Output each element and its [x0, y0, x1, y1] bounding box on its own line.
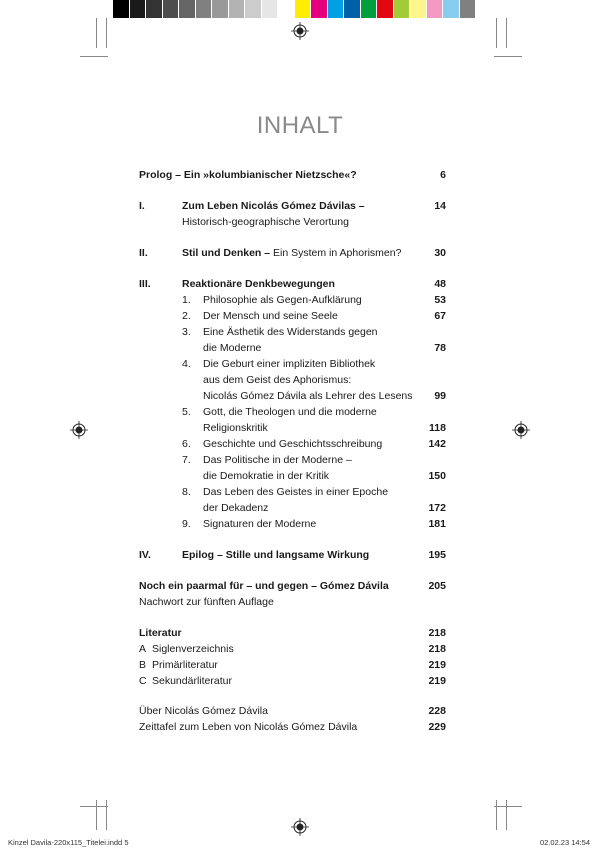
toc-entry-number: 7. [182, 454, 191, 466]
toc-entry-number: II. [139, 247, 148, 259]
toc-entry-title [182, 198, 365, 214]
toc-entry-page: 53 [434, 294, 446, 306]
toc-entry [139, 308, 446, 324]
color-swatch [311, 0, 328, 18]
toc-entry-number: C [139, 675, 147, 687]
toc-entry-title [203, 404, 377, 420]
toc-entry-title-bold: Reaktionäre Denkbewegungen [182, 278, 335, 290]
toc-entry-title-regular: Über Nicolás Gómez Dávila [139, 705, 268, 717]
toc-entry-page: 195 [428, 549, 446, 561]
toc-entry-title-bold: Prolog – Ein »kolumbianischer Nietzsche«? [139, 169, 357, 181]
toc-entry-page: 172 [428, 502, 446, 514]
toc-entry-title-regular: die Moderne [203, 342, 262, 354]
crop-mark [106, 800, 107, 830]
toc-entry-page: 142 [428, 438, 446, 450]
crop-mark [106, 18, 107, 48]
color-swatch [460, 0, 477, 18]
toc-entry-page: 99 [434, 390, 446, 402]
toc-entry-page: 48 [434, 278, 446, 290]
crop-mark [506, 800, 507, 830]
toc-entry-title-regular: Die Geburt einer impliziten Bibliothek [203, 358, 376, 370]
toc-entry-title-regular: Sekundärliteratur [152, 675, 232, 687]
color-swatch [344, 0, 361, 18]
toc-entry-title-regular: der Dekadenz [203, 502, 269, 514]
color-swatch [427, 0, 444, 18]
toc-entry-title [203, 340, 261, 356]
toc-entry [139, 214, 446, 230]
toc-entry-page: 218 [428, 643, 446, 655]
toc-entry-number: A [139, 643, 147, 655]
toc-entry-page: 67 [434, 310, 446, 322]
toc-entry-page: 205 [428, 580, 446, 592]
crop-mark [494, 56, 522, 57]
toc-entry-title-regular: aus dem Geist des Aphorismus: [203, 374, 352, 386]
toc-entry-page: 30 [434, 247, 446, 259]
color-swatch [394, 0, 411, 18]
toc-entry-title [139, 594, 274, 610]
color-swatch [212, 0, 229, 18]
toc-entry-number: 8. [182, 486, 191, 498]
toc-entry-number: 5. [182, 406, 191, 418]
toc-entry-number: III. [139, 278, 151, 290]
toc-entry [139, 500, 446, 516]
toc-entry-title-regular: Ein System in Aphorismen? [270, 247, 402, 259]
crop-mark [496, 18, 497, 48]
toc-entry-title [139, 703, 268, 719]
toc-entry-number: IV. [139, 549, 151, 561]
toc-entry-title-regular: Das Politische in der Moderne – [203, 454, 352, 466]
crop-mark [80, 806, 108, 807]
toc-entry [139, 245, 446, 261]
toc-entry [139, 468, 446, 484]
toc-entry-page: 118 [429, 422, 446, 434]
toc-entry-number: I. [139, 200, 145, 212]
toc-entry-page: 228 [428, 705, 446, 717]
color-swatch [443, 0, 460, 18]
toc-entry-title [203, 356, 375, 372]
color-swatch [245, 0, 262, 18]
crop-mark [506, 18, 507, 48]
toc-entry [139, 578, 446, 594]
toc-entry-page: 219 [428, 659, 446, 671]
toc-entry [139, 641, 446, 657]
toc-entry-title-regular: Gott, die Theologen und die moderne [203, 406, 377, 418]
color-swatch [328, 0, 345, 18]
color-swatch [295, 0, 312, 18]
toc-entry [139, 516, 446, 532]
toc-entry-title [203, 484, 388, 500]
toc-entry-title [203, 292, 362, 308]
color-swatch [377, 0, 394, 18]
toc-entry [139, 436, 446, 452]
color-swatch [146, 0, 163, 18]
toc-entry [139, 673, 446, 689]
color-swatch [113, 0, 130, 18]
toc-entry-title [139, 578, 389, 594]
toc-entry-title-regular: Der Mensch und seine Seele [203, 310, 338, 322]
registration-mark-icon [291, 22, 309, 40]
toc-entry-title-regular: Nachwort zur fünften Auflage [139, 596, 274, 608]
toc-entry-title-bold: Noch ein paarmal für – und gegen – Gómez Dávila [139, 580, 389, 592]
color-swatch [179, 0, 196, 18]
toc-entry-title [203, 452, 352, 468]
print-color-bar [113, 0, 476, 18]
toc-entry-number: 6. [182, 438, 191, 450]
toc-entry [139, 340, 446, 356]
toc-entry [139, 198, 446, 214]
toc-entry-title-regular: Das Leben des Geistes in einer Epoche [203, 486, 389, 498]
toc-entry-title [152, 673, 232, 689]
toc-entry-number: B [139, 659, 147, 671]
toc-entry-page: 6 [440, 169, 446, 181]
toc-entry-title [203, 324, 378, 340]
toc-entry [139, 324, 446, 340]
print-datetime: 02.02.23 14:54 [539, 838, 590, 847]
toc-entry-title [203, 516, 316, 532]
color-swatch [196, 0, 213, 18]
toc-entry-title [203, 468, 329, 484]
crop-mark [96, 800, 97, 830]
toc-entry-title-regular: Siglenverzeichnis [152, 643, 234, 655]
toc-entry-title-regular: Primärliteratur [152, 659, 218, 671]
file-slug: Kinzel Davila-220x115_Titelei.indd 5 [8, 838, 129, 847]
toc-entry-title [139, 167, 357, 183]
toc-entry [139, 292, 446, 308]
toc-entry-title [182, 245, 401, 261]
toc-entry [139, 420, 446, 436]
toc-entry-title-bold: Zum Leben Nicolás Gómez Dávilas – [182, 200, 365, 212]
toc-entry-number: 3. [182, 326, 191, 338]
toc-entry-title-bold: Literatur [139, 627, 182, 639]
toc-entry-page: 181 [428, 518, 446, 530]
registration-mark-icon [291, 818, 309, 836]
toc-entry-title [203, 308, 338, 324]
toc-entry [139, 356, 446, 372]
color-swatch [361, 0, 378, 18]
toc-entry [139, 547, 446, 563]
toc-entry [139, 372, 446, 388]
toc-entry-title-regular: Nicolás Gómez Dávila als Lehrer des Lesens [203, 390, 413, 402]
toc-entry [139, 719, 446, 735]
toc-entry-title-regular: Signaturen der Moderne [203, 518, 317, 530]
toc-entry-title-regular: Religionskritik [203, 422, 268, 434]
toc-entry [139, 703, 446, 719]
toc-entry-title [203, 500, 268, 516]
toc-entry-page: 229 [428, 721, 446, 733]
color-swatch [262, 0, 279, 18]
toc-entry [139, 594, 446, 610]
toc-entry-number: 4. [182, 358, 191, 370]
toc-entry-title [203, 372, 351, 388]
toc-entry-page: 14 [434, 200, 446, 212]
toc-entry-title [182, 276, 335, 292]
toc-entry-number: 2. [182, 310, 191, 322]
page-title: INHALT [256, 112, 344, 139]
toc-entry [139, 625, 446, 641]
color-swatch [229, 0, 246, 18]
toc-entry-number: 1. [182, 294, 191, 306]
crop-mark [494, 806, 522, 807]
toc-entry-page: 218 [428, 627, 446, 639]
crop-mark [80, 56, 108, 57]
crop-mark [496, 800, 497, 830]
toc-entry [139, 657, 446, 673]
crop-mark [96, 18, 97, 48]
color-swatch [278, 0, 295, 18]
toc-entry [139, 452, 446, 468]
toc-entry-page: 150 [428, 470, 446, 482]
color-swatch [410, 0, 427, 18]
toc-entry-number: 9. [182, 518, 191, 530]
toc-entry-title-regular: Zeittafel zum Leben von Nicolás Gómez Dávila [139, 721, 358, 733]
toc-entry-title [152, 657, 218, 673]
toc-entry-title [139, 625, 182, 641]
toc-entry-title-regular: Historisch-geographische Verortung [182, 216, 349, 228]
toc-entry [139, 167, 446, 183]
toc-entry-title-regular: Geschichte und Geschichtsschreibung [203, 438, 383, 450]
toc-entry-title-bold: Stil und Denken – [182, 247, 271, 259]
toc-entry-title-regular: die Demokratie in der Kritik [203, 470, 330, 482]
toc-entry-title-bold: Epilog – Stille und langsame Wirkung [182, 549, 370, 561]
color-swatch [130, 0, 147, 18]
toc-entry [139, 484, 446, 500]
toc-entry-title [203, 436, 382, 452]
toc-entry-page: 78 [434, 342, 446, 354]
toc-entry [139, 388, 446, 404]
toc-entry [139, 404, 446, 420]
toc-entry-title-regular: Eine Ästhetik des Widerstands gegen [203, 326, 378, 338]
registration-mark-icon [512, 421, 530, 439]
toc-entry-title [203, 388, 413, 404]
toc-entry [139, 276, 446, 292]
toc-entry-title [203, 420, 268, 436]
color-swatch [163, 0, 180, 18]
toc-entry-title-regular: Philosophie als Gegen-Aufklärung [203, 294, 362, 306]
toc-entry-page: 219 [428, 675, 446, 687]
registration-mark-icon [70, 421, 88, 439]
toc-entry-title [182, 214, 349, 230]
toc-entry-title [182, 547, 369, 563]
toc-entry-title [139, 719, 357, 735]
toc-entry-title [152, 641, 234, 657]
